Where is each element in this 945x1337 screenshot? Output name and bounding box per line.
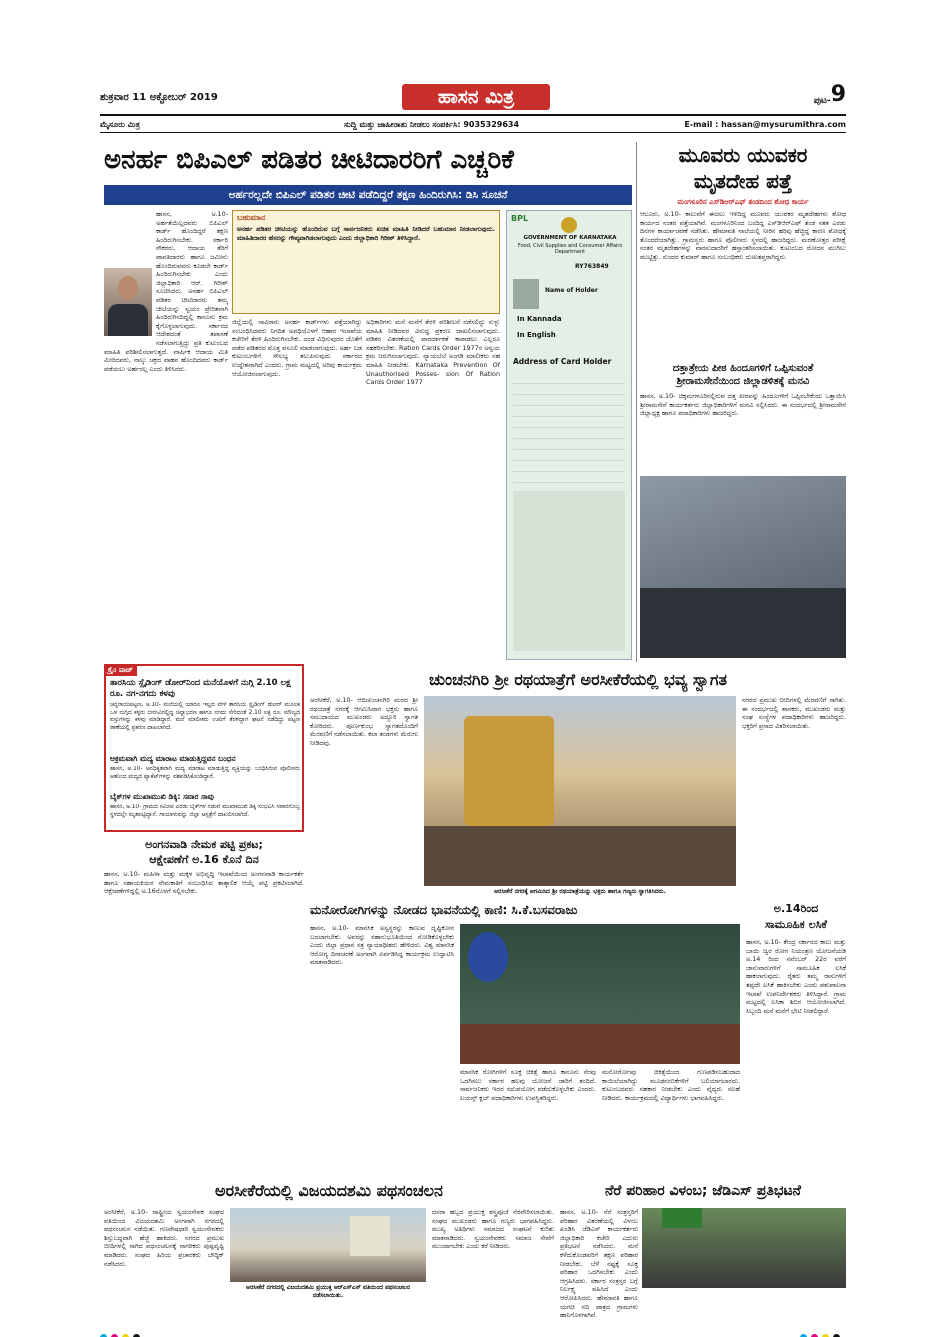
dattatreya-story [640,362,846,472]
card-department: Food, Civil Supplies and Consumer Affairs Department [517,243,623,255]
crime-headline-1: ತಾರಸಿಯ ಸ್ಲೈಡಿಂಗ್ ಡೋರ್‌ನಿಂದ ಮನೆಯೊಳಗೆ ನುಗ್ಗಿ 2.10 ಲಕ್ಷ ರೂ. ನಗ-ನಗದು ಕಳವು [110,678,291,699]
card-photo-box [513,279,539,309]
manorogi-col-3: ಮನೋರೋಗವು ಚಿಕಿತ್ಸೆಯಿಂದ ಗುಣಪಡಿಸಬಹುದಾದ ಕಾಯಿಲೆಯಾಗಿದ್ದು ಮೂಢನಂಬಿಕೆಗಳಿಗೆ ಬಲಿಯಾಗಬಾರದು. ಕುಟುಂಬದವರು ಸಹಕಾರ ನೀಡಬೇಕು ಎಂದು ವೈದ್ಯರು ಸಲಹೆ ನೀಡಿದರು. ಕಾರ್ಯಕ್ರಮದಲ್ಲಿ ವಿದ್ಯಾರ್ಥಿಗಳು ಭಾಗವಹಿಸಿದ್ದರು. [602,1068,740,1102]
youth-subhead: ಮಂಗಳೂರಿನ ಎಸ್‌ಡಿಆರ್‌ಎಫ್ ತಂಡದಿಂದ ಶೋಧ ಕಾರ್ಯ [677,198,809,206]
vaccine-headline-1: ಅ.14ರಿಂದ [773,902,819,915]
card-in-kannada: In Kannada [517,315,562,323]
page-number: 9 [830,82,846,107]
manorogi-col-1: ಹಾಸನ, ಅ.10- ಮಾನಸಿಕ ಅಸ್ವಸ್ಥರನ್ನು ಕಾಣುವ ದೃಷ್ಟಿಕೋನ ಬದಲಾಗಬೇಕು. ಅವರನ್ನು ಸಹಾನುಭೂತಿಯಿಂದ ನೋಡಿಕೊಳ್ಳಬೇಕು ಎಂದು ಜಿಲ್ಲಾ ಪ್ರಧಾನ ಸತ್ರ ನ್ಯಾಯಾಧೀಶರು ಹೇಳಿದರು. ವಿಶ್ವ ಮಾನಸಿಕ ಆರೋಗ್ಯ ದಿನಾಚರಣೆ ಅಂಗವಾಗಿ ಏರ್ಪಡಿಸಿದ್ದ ಕಾರ್ಯಕ್ರಮ ಉದ್ಘಾಟಿಸಿ ಮಾತನಾಡಿದರು. [310,924,454,967]
publisher: ಮೈಸೂರು ಮಿತ್ರ [100,120,140,129]
masthead-rule [100,114,846,116]
reward-box-label: ಬಹುಮಾನ [237,213,266,222]
jds-protest-photo [642,1208,846,1288]
vijayadashami-col-3: ದಸರಾ ಹಬ್ಬದ ಪ್ರಯುಕ್ತ ಶಸ್ತ್ರಪೂಜೆ ನೆರವೇರಿಸಲಾಯಿತು. ಸಂಘದ ಮುಖಂಡರು ಹಾಗೂ ಗಣ್ಯರು ಭಾಗವಹಿಸಿದ್ದರು. ಮುಖ್ಯ ಅತಿಥಿಗಳು ಸಮಾಜದ ಸಂಘಟನೆ ಕುರಿತು ಮಾತನಾಡಿದರು. ಸ್ವಯಂಸೇವಕರು ಸಮಾಜ ಸೇವೆಗೆ ಮುಂದಾಗಬೇಕು ಎಂದು ಕರೆ ನೀಡಿದರು. [432,1208,554,1251]
chunchanagiri-col-1: ಅರಸೀಕೆರೆ, ಅ.10- ಆದಿಚುಂಚನಗಿರಿ ಮಠದ ಶ್ರೀ ರಥಯಾತ್ರೆ ನಗರಕ್ಕೆ ಆಗಮಿಸಿದಾಗ ಭಕ್ತರು ಹಾಗೂ ಸಮುದಾಯದ ಮುಖಂಡರು ಅದ್ದೂರಿ ಸ್ವಾಗತ ಕೋರಿದರು. ಪೂರ್ಣಕುಂಭ ಸ್ವಾಗತದೊಂದಿಗೆ ಮೆರವಣಿಗೆ ನಡೆಸಲಾಯಿತು. ಕಲಾ ತಂಡಗಳು ಮೆರುಗು ನೀಡಿದವು. [310,696,418,747]
dattatreya-text: ಹಾಸನ, ಅ.10- ಚಿಕ್ಕಮಗಳೂರಿನಲ್ಲಿರುವ ದತ್ತ ಪೀಠವನ್ನು ಹಿಂದೂಗಳಿಗೆ ಒಪ್ಪಿಸಬೇಕೆಂದು ಒತ್ತಾಯಿಸಿ ಶ್ರೀರಾಮಸೇನೆ ಕಾರ್ಯಕರ್ತರು ಜಿಲ್ಲಾಧಿಕಾರಿಗಳಿಗೆ ಮನವಿ ಸಲ್ಲಿಸಿದರು. ಈ ಸಂದರ್ಭದಲ್ಲಿ ಶ್ರೀರಾಮಸೇನೆ ಜಿಲ್ಲಾಧ್ಯಕ್ಷ ಹಾಗೂ ಪದಾಧಿಕಾರಿಗಳು ಹಾಜರಿದ್ದರು. [640,392,846,418]
masthead-date: ಶುಕ್ರವಾರ 11 ಅಕ್ಟೋಬರ್ 2019 [100,92,218,103]
card-in-english: In English [517,331,556,339]
lead-col-2: ಜಿಲ್ಲೆಯಲ್ಲಿ ಸಾವಿರಾರು ಅನರ್ಹ ಕಾರ್ಡ್‌ಗಳು ಪತ್ತೆಯಾಗಿದ್ದು ಸಂಬಂಧಿಸಿದವರು ನಿಗದಿತ ಅವಧಿಯೊಳಗೆ ಆಹಾರ ಇಲಾಖೆಯ ಕಚೇರಿಗೆ ತೆರಳಿ ಹಿಂದಿರುಗಿಸಬೇಕು. ದಂಡ ವಿಧಿಸುವುದರ ಜೊತೆಗೆ ಪಡೆದ ಪಡಿತರದ ಮೊತ್ತ ವಸೂಲಿ ಮಾಡಲಾಗುವುದು. ಅರ್ಹ ಬಡ ಕುಟುಂಬಗಳಿಗೆ ಸೌಲಭ್ಯ ತಲುಪಿಸುವುದು ಸರ್ಕಾರದ ಉದ್ದೇಶವಾಗಿದೆ ಎಂದರು. ಗ್ರಾಮ ಮಟ್ಟದಲ್ಲಿ ಅರಿವು ಕಾರ್ಯಕ್ರಮ ಆಯೋಜಿಸಲಾಗುವುದು. [232,318,362,378]
vijayadashami-headline: ಅರಸೀಕೆರೆಯಲ್ಲಿ ವಿಜಯದಶಮಿ ಪಥಸಂಚಲನ [215,1181,443,1200]
rathayatra-caption: ಅರಸೀಕೆರೆ ನಗರಕ್ಕೆ ಆಗಮಿಸಿದ ಶ್ರೀ ರಥಯಾತ್ರೆಯನ್ನು ಭಕ್ತರು ಹಾಗೂ ಗಣ್ಯರು ಸ್ವಾಗತಿಸಿದರು. [494,888,666,895]
page-label: ಪುಟ- [813,96,831,106]
page-number-box [814,84,846,106]
crime-text-2: ಹಾಸನ, ಅ.10- ಅನಧಿಕೃತವಾಗಿ ಮದ್ಯ ಮಾರಾಟ ಮಾಡುತ್ತಿದ್ದ ವ್ಯಕ್ತಿಯನ್ನು ಬಂಧಿಸಿರುವ ಪೊಲೀಸರು ಆತನಿಂದ ಮದ್ಯದ ಪ್ಯಾಕೆಟ್‌ಗಳನ್ನು ವಶಪಡಿಸಿಕೊಂಡಿದ್ದಾರೆ. [110,766,300,780]
crime-headline-3: ಬೈಕ್‌ಗಳ ಮುಖಾಮುಖಿ ಡಿಕ್ಕಿ: ಸವಾರ ಸಾವು [110,792,214,801]
chunchanagiri-headline: ಚುಂಚನಗಿರಿ ಶ್ರೀ ರಥಯಾತ್ರೆಗೆ ಅರಸೀಕೆರೆಯಲ್ಲಿ ಭವ್ಯ ಸ್ವಾಗತ [428,670,728,689]
masthead-subline [100,118,846,132]
youth-headline-1: ಮೂವರು ಯುವಕರ [678,143,808,167]
anganwadi-headline-1: ಅಂಗನವಾಡಿ ನೇಮಕ ಪಟ್ಟಿ ಪ್ರಕಟ; [145,838,263,851]
youth-headline-2: ಮೃತದೇಹ ಪತ್ತೆ [693,169,793,193]
vijayadashami-col-1: ಅರಸೀಕೆರೆ, ಅ.10- ರಾಷ್ಟ್ರೀಯ ಸ್ವಯಂಸೇವಕ ಸಂಘದ ವತಿಯಿಂದ ವಿಜಯದಶಮಿ ಅಂಗವಾಗಿ ನಗರದಲ್ಲಿ ಪಥಸಂಚಲನ ನಡೆಯಿತು. ಗಣವೇಷಧಾರಿ ಸ್ವಯಂಸೇವಕರು ಶಿಸ್ತುಬದ್ಧವಾಗಿ ಹೆಜ್ಜೆ ಹಾಕಿದರು. ನಗರದ ಪ್ರಮುಖ ಬೀದಿಗಳಲ್ಲಿ ಸಾಗಿದ ಪಥಸಂಚಲನಕ್ಕೆ ನಾಗರಿಕರು ಪುಷ್ಪವೃಷ್ಟಿ ಮಾಡಿದರು. ಸಂಘದ ಹಿರಿಯ ಪ್ರಚಾರಕರು ಬೌದ್ಧಿಕ್ ನಡೆಸಿದರು. [104,1208,224,1268]
card-government: GOVERNMENT OF KARNATAKA [523,235,617,241]
vaccine-text: ಹಾಸನ, ಅ.10- ಕೇಂದ್ರ ಸರ್ಕಾರದ ಕಾಲು ಮತ್ತು ಬಾಯಿ ಜ್ವರ ರೋಗ ನಿಯಂತ್ರಣ ಯೋಜನೆಯಡಿ ಅ.14 ರಿಂದ ನವೆಂಬರ್ 22ರ ವರೆಗೆ ಜಾನುವಾರುಗಳಿಗೆ ಸಾಮೂಹಿಕ ಲಸಿಕೆ ಹಾಕಲಾಗುವುದು. ರೈತರು ತಮ್ಮ ರಾಸುಗಳಿಗೆ ತಪ್ಪದೇ ಲಸಿಕೆ ಹಾಕಿಸಬೇಕು ಎಂದು ಪಶುಪಾಲನಾ ಇಲಾಖೆ ಉಪನಿರ್ದೇಶಕರು ತಿಳಿಸಿದ್ದಾರೆ. ಗ್ರಾಮ ಮಟ್ಟದಲ್ಲಿ ಲಸಿಕಾ ಶಿಬಿರ ಆಯೋಜಿಸಲಾಗಿದೆ. ಸಿಬ್ಬಂದಿ ಮನೆ ಮನೆಗೆ ಭೇಟಿ ನೀಡಲಿದ್ದಾರೆ. [746,938,846,1015]
lead-subheadline: ಅರ್ಹರಲ್ಲದೇ ಬಿಪಿಎಲ್ ಪಡಿತರ ಚೀಟಿ ಪಡೆದಿದ್ದರೆ ತಕ್ಷಣ ಹಿಂದಿರುಗಿಸಿ: ಡಿಸಿ ಸೂಚನೆ [228,189,508,201]
card-address-label: Address of Card Holder [513,357,612,366]
registration-marks-left [100,1326,144,1337]
paper-name: ಹಾಸನ ಮಿತ್ರ [402,84,550,110]
anganwadi-headline-2: ಆಕ್ಷೇಪಣೆಗೆ ಅ.16 ಕೊನೆ ದಿನ [149,853,259,866]
vaccine-story [746,900,846,1170]
card-emblem-icon [561,217,577,233]
crime-text-1: ಚನ್ನರಾಯಪಟ್ಟಣ, ಅ.10- ಮನೆಯಲ್ಲಿ ಯಾರೂ ಇಲ್ಲದ ವೇಳೆ ತಾರಸಿಯ ಸ್ಲೈಡಿಂಗ್ ಡೋರ್ ಮೂಲಕ ಒಳ ನುಗ್ಗಿದ ಕಳ್ಳರು ಬೀರುವಿನಲ್ಲಿದ್ದ ಚಿನ್ನಾಭರಣ ಹಾಗೂ ನಗದು ಸೇರಿದಂತೆ 2.10 ಲಕ್ಷ ರೂ. ಮೌಲ್ಯದ ವಸ್ತುಗಳನ್ನು ಕಳವು ಮಾಡಿದ್ದಾರೆ. ಮನೆ ಮಾಲೀಕರು ಊರಿಗೆ ತೆರಳಿದ್ದಾಗ ಘಟನೆ ನಡೆದಿದ್ದು ಪಟ್ಟಣ ಠಾಣೆಯಲ್ಲಿ ಪ್ರಕರಣ ದಾಖಲಾಗಿದೆ. [110,702,300,731]
lead-col-1: ಹಾಸನ, ಅ.10- ಅರ್ಹತೆಯಿಲ್ಲದವರು ಬಿಪಿಎಲ್ ಕಾರ್ಡ್ ಹೊಂದಿದ್ದರೆ ತಕ್ಷಣ ಹಿಂದಿರುಗಿಸಬೇಕು. ಸರ್ಕಾರಿ ನೌಕರರು, ಆದಾಯ ತೆರಿಗೆ ಪಾವತಿದಾರರು ಹಾಗೂ ಜಮೀನು ಹೊಂದಿರುವವರು ಕೂಡಲೇ ಕಾರ್ಡ್ ಹಿಂದಿರುಗಿಸಬೇಕು ಎಂದು ಜಿಲ್ಲಾಧಿಕಾರಿ ಆರ್. ಗಿರೀಶ್ ಸೂಚಿಸಿದರು. ಅನರ್ಹ ಬಿಪಿಎಲ್ ಪಡಿತರ ಚೀಟಿದಾರರು ತಮ್ಮ ಚೀಟಿಯನ್ನು ಸ್ವಯಂ ಪ್ರೇರಿತವಾಗಿ ಹಿಂದಿರುಗಿಸದಿದ್ದಲ್ಲಿ ಕಾನೂನು ಕ್ರಮ ಕೈಗೊಳ್ಳಲಾಗುವುದು. ಸರ್ಕಾರದ ಆದೇಶದಂತೆ ತಪಾಸಣೆ ನಡೆಸಲಾಗುತ್ತಿದ್ದು ಪ್ರತಿ ಕುಟುಂಬದ ಮಾಹಿತಿ ಪರಿಶೀಲಿಸಲಾಗುತ್ತದೆ. ವಾರ್ಷಿಕ ಆದಾಯ ಮಿತಿ ಮೀರಿದವರು, ನಾಲ್ಕು ಚಕ್ರದ ವಾಹನ ಹೊಂದಿದವರು ಕಾರ್ಡ್ ಪಡೆಯಲು ಅರ್ಹರಲ್ಲ ಎಂದು ತಿಳಿಸಿದರು. [104,210,228,373]
anganwadi-story [104,836,304,896]
email-line: E-mail : hassan@mysurumithra.com [684,120,846,129]
anganwadi-text: ಹಾಸನ, ಅ.10- ಮಹಿಳಾ ಮತ್ತು ಮಕ್ಕಳ ಅಭಿವೃದ್ಧಿ ಇಲಾಖೆಯಿಂದ ಅಂಗನವಾಡಿ ಕಾರ್ಯಕರ್ತೆ ಹಾಗೂ ಸಹಾಯಕಿಯರ ನೇಮಕಾತಿಗೆ ಸಂಬಂಧಿಸಿದ ತಾತ್ಕಾಲಿಕ ಆಯ್ಕೆ ಪಟ್ಟಿ ಪ್ರಕಟಿಸಲಾಗಿದೆ. ಆಕ್ಷೇಪಣೆಗಳಿದ್ದಲ್ಲಿ ಅ.16ರೊಳಗೆ ಸಲ್ಲಿಸಬೇಕು. [104,870,304,896]
crime-label: ಕ್ರೈಂ ವಾಚ್ [104,664,137,676]
masthead-rule-2 [100,132,846,133]
lead-subheadline-bar [104,185,632,205]
crime-text-3: ಹಾಸನ, ಅ.10- ಗ್ರಾಮದ ಸಮೀಪ ಎರಡು ಬೈಕ್‌ಗಳ ನಡುವೆ ಮುಖಾಮುಖಿ ಡಿಕ್ಕಿ ಸಂಭವಿಸಿ ಸವಾರನೊಬ್ಬ ಸ್ಥಳದಲ್ಲೇ ಮೃತಪಟ್ಟಿದ್ದಾನೆ. ಗಾಯಾಳುವನ್ನು ಜಿಲ್ಲಾ ಆಸ್ಪತ್ರೆಗೆ ದಾಖಲಿಸಲಾಗಿದೆ. [110,804,300,818]
vijayadashami-caption: ಅರಸೀಕೆರೆ ನಗರದಲ್ಲಿ ವಿಜಯದಶಮಿ ಪ್ರಯುಕ್ತ ಆರ್‌ಎಸ್‌ಎಸ್ ವತಿಯಿಂದ ಪಥಸಂಚಲನ ನಡೆಸಲಾಯಿತು. [246,1284,410,1299]
jds-col-1: ಹಾಸನ, ಅ.10- ನೆರೆ ಸಂತ್ರಸ್ತರಿಗೆ ಪರಿಹಾರ ವಿತರಣೆಯಲ್ಲಿ ವಿಳಂಬ ಖಂಡಿಸಿ ಜೆಡಿಎಸ್ ಕಾರ್ಯಕರ್ತರು ಜಿಲ್ಲಾಧಿಕಾರಿ ಕಚೇರಿ ಎದುರು ಪ್ರತಿಭಟನೆ ನಡೆಸಿದರು. ಮನೆ ಕಳೆದುಕೊಂಡವರಿಗೆ ತಕ್ಷಣ ಪರಿಹಾರ ನೀಡಬೇಕು. ಬೆಳೆ ನಷ್ಟಕ್ಕೆ ಸೂಕ್ತ ಪರಿಹಾರ ಒದಗಿಸಬೇಕು ಎಂದು ಆಗ್ರಹಿಸಿದರು. ಸರ್ಕಾರ ಸಂತ್ರಸ್ತರ ಬಗ್ಗೆ ನಿರ್ಲಕ್ಷ್ಯ ವಹಿಸಿದೆ ಎಂದು ಆರೋಪಿಸಿದರು. ಹೇಮಾವತಿ ಹಾಗೂ ಯಗಚಿ ನದಿ ಪಾತ್ರದ ಗ್ರಾಮಗಳು ಹಾನಿಗೊಳಗಾಗಿವೆ. [560,1208,638,1320]
crime-headline-2: ಅಕ್ರಮವಾಗಿ ಮದ್ಯ ಮಾರಾಟ ಮಾಡುತ್ತಿದ್ದವನ ಬಂಧನ [110,754,236,763]
crime-box [104,664,304,832]
card-holder-label: Name of Holder [545,287,598,294]
card-number: RY763849 [575,263,609,270]
dattatreya-headline: ದತ್ತಾತ್ರೇಯ ಪೀಠ ಹಿಂದೂಗಳಿಗೆ ಒಪ್ಪಿಸುವಂತೆ ಶ್ರೀರಾಮಸೇನೆಯಿಂದ ಜಿಲ್ಲಾಡಳಿತಕ್ಕೆ ಮನವಿ [672,363,814,387]
chunchanagiri-col-3: ನಗರದ ಪ್ರಮುಖ ಬೀದಿಗಳಲ್ಲಿ ಮೆರವಣಿಗೆ ಸಾಗಿತು. ಈ ಸಂದರ್ಭದಲ್ಲಿ ಶಾಸಕರು, ಮುಖಂಡರು ಮತ್ತು ಸಂಘ ಸಂಸ್ಥೆಗಳ ಪದಾಧಿಕಾರಿಗಳು ಹಾಜರಿದ್ದರು. ಭಕ್ತರಿಗೆ ಪ್ರಸಾದ ವಿತರಿಸಲಾಯಿತು. [742,696,846,730]
lead-headline: ಅನರ್ಹ ಬಿಪಿಎಲ್ ಪಡಿತರ ಚೀಟಿದಾರರಿಗೆ ಎಚ್ಚರಿಕೆ [104,145,514,175]
registration-marks-right [800,1326,844,1337]
vijayadashami-photo [230,1208,426,1282]
card-bpl-label: BPL [511,214,529,223]
right-column-photo [640,476,846,658]
rathayatra-photo [424,696,736,886]
youth-story [640,142,846,362]
jds-headline: ನೆರೆ ಪರಿಹಾರ ವಿಳಂಬ; ಜೆಡಿಎಸ್ ಪ್ರತಿಭಟನೆ [605,1183,801,1199]
manorogi-headline: ಮನೋರೋಗಿಗಳನ್ನು ನೋಡದ ಭಾವನೆಯಲ್ಲಿ ಕಾಣಿ: ಸಿ.ಕೆ.ಬಸವರಾಜು [310,903,578,917]
youth-text: ಆಲೂರು, ಅ.10- ಕಾಲುವೆಗೆ ಈಜಲು ಇಳಿದಿದ್ದ ಮೂವರು ಯುವಕರ ಮೃತದೇಹಗಳು ಶೋಧ ಕಾರ್ಯದ ನಂತರ ಪತ್ತೆಯಾಗಿವೆ. ಮಂಗಳೂರಿನಿಂದ ಬಂದಿದ್ದ ಎಸ್‌ಡಿಆರ್‌ಎಫ್ ತಂಡ ಸತತ ಎರಡು ದಿನಗಳ ಕಾರ್ಯಾಚರಣೆ ನಡೆಸಿತು. ಹೇಮಾವತಿ ನಾಲೆಯಲ್ಲಿ ನೀರಿನ ಹರಿವು ಹೆಚ್ಚಿದ್ದ ಕಾರಣ ಶೋಧಕ್ಕೆ ತೊಂದರೆಯಾಗಿತ್ತು. ಗ್ರಾಮಸ್ಥರು ಹಾಗೂ ಪೊಲೀಸರು ಸ್ಥಳದಲ್ಲಿ ಹಾಜರಿದ್ದರು. ಮರಣೋತ್ತರ ಪರೀಕ್ಷೆ ನಂತರ ಮೃತದೇಹಗಳನ್ನು ವಾರಸುದಾರರಿಗೆ ಹಸ್ತಾಂತರಿಸಲಾಯಿತು. ಕುಟುಂಬದ ರೋದನ ಮುಗಿಲು ಮುಟ್ಟಿತ್ತು. ಸುಂದರ ಕುಮಾರ್ ಹಾಗೂ ಸಂಬಂಧಿಕರು ದುಃಖತಪ್ತರಾಗಿದ್ದರು. [640,210,846,261]
manorogi-col-2: ಮಾನಸಿಕ ರೋಗಿಗಳಿಗೆ ಸೂಕ್ತ ಚಿಕಿತ್ಸೆ ಹಾಗೂ ಕಾನೂನು ನೆರವು ಒದಗಿಸಲು ಸರ್ಕಾರ ಹಲವು ಯೋಜನೆ ಜಾರಿಗೆ ತಂದಿದೆ. ಸಾರ್ವಜನಿಕರು ಇದರ ಸದುಪಯೋಗ ಪಡೆದುಕೊಳ್ಳಬೇಕು ಎಂದರು. ಲಯನ್ಸ್ ಕ್ಲಬ್ ಪದಾಧಿಕಾರಿಗಳು ಉಪಸ್ಥಿತರಿದ್ದರು. [460,1068,596,1102]
lead-col-3: ಅಧಿಕಾರಿಗಳು ಮನೆ ಮನೆಗೆ ತೆರಳಿ ಪರಿಶೀಲನೆ ನಡೆಸಲಿದ್ದು ಸುಳ್ಳು ಮಾಹಿತಿ ನೀಡಿದವರ ವಿರುದ್ಧ ಪ್ರಕರಣ ದಾಖಲಿಸಲಾಗುವುದು. ಪಡಿತರ ವಿತರಣೆಯಲ್ಲಿ ಪಾರದರ್ಶಕತೆ ಕಾಪಾಡಲು ಎಲ್ಲರೂ ಸಹಕರಿಸಬೇಕು. Ration Cards Order 1977ರ ಅನ್ವಯ ಕ್ರಮ ಜರುಗಿಸಲಾಗುವುದು. ನ್ಯಾಯಬೆಲೆ ಅಂಗಡಿ ಮಾಲೀಕರು ಸಹ ಮಾಹಿತಿ ನೀಡಬೇಕು. Karnataka Prevention Of Unauthorised Posses- sion Of Ration Cards Order 1977 [366,318,500,387]
vaccine-headline-2: ಸಾಮೂಹಿಕ ಲಸಿಕೆ [765,918,827,931]
reward-box-text: ಅನರ್ಹ ಪಡಿತರ ಚೀಟಿಯನ್ನು ಹೊಂದಿರುವ ಬಗ್ಗೆ ಸಾರ್ವಜನಿಕರು ಖಚಿತ ಮಾಹಿತಿ ನೀಡಿದರೆ ಬಹುಮಾನ ನೀಡಲಾಗುವುದು. ಮಾಹಿತಿದಾರರ ಹೆಸರನ್ನು ಗೌಪ್ಯವಾಗಿಡಲಾಗುವುದು ಎಂದು ಜಿಲ್ಲಾಧಿಕಾರಿ ಗಿರೀಶ್ ತಿಳಿಸಿದ್ದಾರೆ. [237,225,495,242]
manorogi-photo [460,924,740,1064]
contact-line: ಸುದ್ದಿ ಮತ್ತು ಜಾಹೀರಾತು ನೀಡಲು ಸಂಪರ್ಕಿಸಿ: 9035329634 [344,120,520,129]
ration-card-image [506,210,632,660]
reward-box [232,210,500,314]
masthead [100,82,846,122]
